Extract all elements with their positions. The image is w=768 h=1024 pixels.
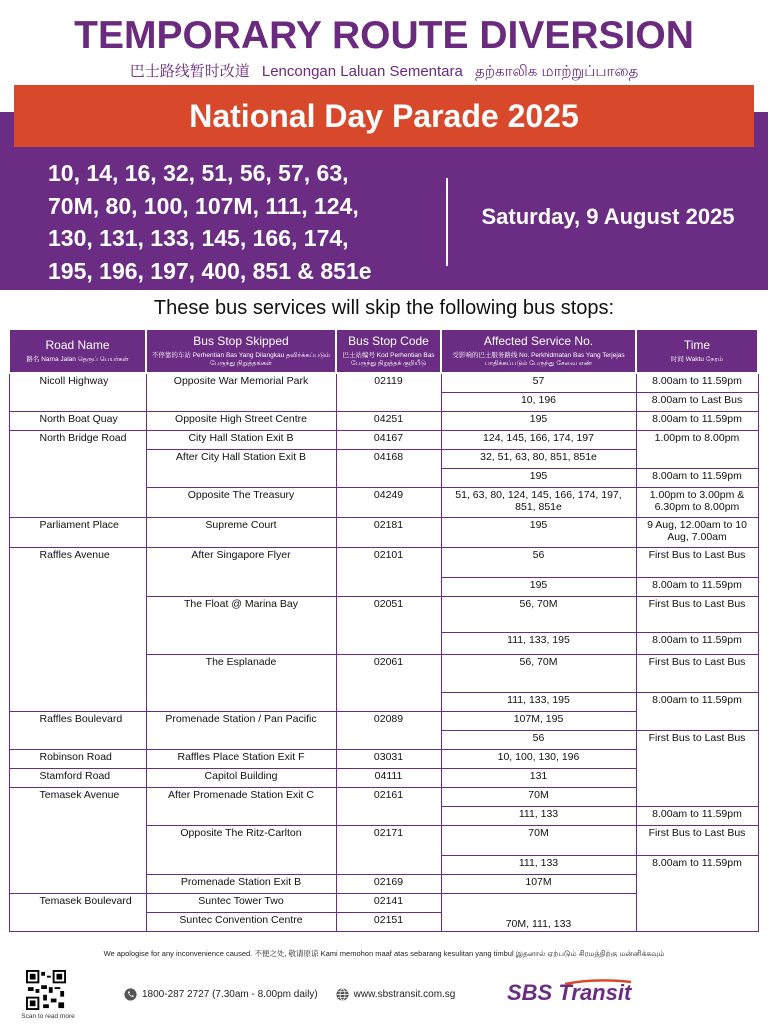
services-line: 130, 131, 133, 145, 166, 174, [48,225,349,251]
header-bus-stop-skipped [146,329,336,373]
time-cell: 8.00am to 11.59pm [636,632,758,654]
service-cell: 56, 70M [441,654,636,692]
header-translation: 不停靠的车站 Perhentian Bas Yang Dilangkau தவிர்க்கப்படும் பேருந்து நிறுத்தங்கள் [151,352,331,367]
table-row [9,411,758,430]
services-line: 70M, 80, 100, 107M, 111, 124, [48,192,359,219]
road-name-cell: North Boat Quay [9,411,146,430]
header-label: Time [683,338,711,352]
time-cell: 1.00pm to 3.00pm & 6.30pm to 8.00pm [636,487,758,517]
road-name-cell: Raffles Boulevard [9,711,146,749]
stop-code-cell: 02119 [336,373,441,411]
bus-stop-cell: Opposite The Ritz-Carlton [146,825,336,874]
time-cell: 8.00am to 11.59pm [636,855,758,931]
service-cell: 107M, 195 [441,711,636,730]
stop-code-cell: 04111 [336,768,441,787]
qr-code-icon[interactable] [26,970,66,1010]
contact-info [124,988,473,1001]
qr-label: Scan to read more [21,1013,75,1020]
service-cell: 70M [441,787,636,806]
road-name-cell: Raffles Avenue [9,547,146,711]
service-cell: 56 [441,730,636,749]
road-name-cell: Robinson Road [9,749,146,768]
table-row [9,430,758,449]
bus-stop-cell: Opposite The Treasury [146,487,336,517]
bus-stop-cell: Opposite High Street Centre [146,411,336,430]
bus-stop-cell: Opposite War Memorial Park [146,373,336,411]
time-cell: 8.00am to Last Bus [636,392,758,411]
service-cell: 195 [441,468,636,487]
header-label: Bus Stop Skipped [193,334,289,348]
header-road-name [9,329,146,373]
service-cell: 32, 51, 63, 80, 851, 851e [441,449,636,468]
header-affected-service [441,329,636,373]
header-label: Affected Service No. [483,334,594,348]
event-name: National Day Parade 2025 [189,97,579,134]
page-title: TEMPORARY ROUTE DIVERSION [74,14,694,57]
time-cell: 9 Aug, 12.00am to 10 Aug, 7.00am [636,517,758,547]
table-row [9,517,758,547]
apology-text: We apologise for any inconvenience caused. 不便之处, 敬请原谅 Kami memohon maaf atas sebarang kesulitan yang timbul இதனால் ஏற்படும் சிரமத்திற்கு மன்னிக்கவும் [103,949,665,958]
time-cell: First Bus to Last Bus [636,547,758,577]
header-translation: 受影响的巴士服务路线 No. Perkhidmatan Bas Yang Terjejas பாதிக்கப்படும் பேருந்து சேவை எண் [452,352,625,367]
stop-code-cell: 02089 [336,711,441,749]
skipped-stops-table [8,328,759,932]
event-date: Saturday, 9 August 2025 [481,204,735,229]
bus-stop-cell: The Esplanade [146,654,336,711]
service-cell: 111, 133 [441,806,636,825]
service-cell: 70M [441,825,636,855]
phone-item[interactable] [124,988,318,1001]
bus-stop-cell: Raffles Place Station Exit F [146,749,336,768]
stop-code-cell: 04167 [336,430,441,449]
affected-services-list [48,157,428,287]
service-cell: 111, 133 [441,855,636,874]
stop-code-cell: 02169 [336,874,441,893]
page-subtitle [0,60,768,82]
time-cell: 1.00pm to 8.00pm [636,430,758,468]
time-cell: 8.00am to 11.59pm [636,468,758,487]
time-cell: First Bus to Last Bus [636,654,758,692]
stop-code-cell: 02101 [336,547,441,596]
service-cell: 107M [441,874,636,893]
service-cell: 111, 133, 195 [441,632,636,654]
road-name-cell: North Bridge Road [9,430,146,517]
stop-code-cell: 02171 [336,825,441,874]
service-cell: 111, 133, 195 [441,692,636,711]
sbs-transit-logo [505,976,633,1008]
bus-stop-cell: Suntec Convention Centre [146,912,336,931]
service-cell: 131 [441,768,636,787]
subtitle-chinese: 巴士路线暂时改道 [129,63,250,80]
bus-stop-cell: Suntec Tower Two [146,893,336,912]
subtitle-tamil: தற்காலிக மாற்றுப்பாதை [475,63,639,80]
service-cell: 10, 100, 130, 196 [441,749,636,768]
table-row [9,373,758,392]
service-cell: 195 [441,577,636,596]
header-label: Road Name [45,338,110,352]
service-cell: 195 [441,411,636,430]
service-cell: 195 [441,517,636,547]
road-name-cell: Temasek Avenue [9,787,146,893]
bus-stop-cell: After Promenade Station Exit C [146,787,336,825]
header-label: Bus Stop Code [348,334,429,348]
bus-stop-cell: Capitol Building [146,768,336,787]
subtitle-malay: Lencongan Laluan Sementara [261,63,463,80]
intro-text: These bus services will skip the following bus stops: [153,297,615,319]
bus-stop-cell: City Hall Station Exit B [146,430,336,449]
time-cell: 8.00am to 11.59pm [636,806,758,825]
globe-icon [336,988,349,1001]
time-cell: First Bus to Last Bus [636,825,758,855]
stop-code-cell: 02151 [336,912,441,931]
stop-code-cell: 02051 [336,596,441,654]
stop-code-cell: 04168 [336,449,441,487]
service-cell: 10, 196 [441,392,636,411]
table-header-row [9,329,758,373]
header-translation: 路名 Nama Jalan தெருப் பெயர்கள் [26,356,129,363]
stop-code-cell: 02061 [336,654,441,711]
service-cell: 124, 145, 166, 174, 197 [441,430,636,449]
service-cell: 56, 70M [441,596,636,632]
service-cell: 70M, 111, 133 [441,893,636,931]
services-line: 10, 14, 16, 32, 51, 56, 57, 63, [48,160,349,186]
stop-code-cell: 04251 [336,411,441,430]
time-cell: 8.00am to 11.59pm [636,411,758,430]
time-cell: First Bus to Last Bus [636,730,758,806]
bus-stop-cell: After City Hall Station Exit B [146,449,336,487]
service-cell: 51, 63, 80, 124, 145, 166, 174, 197, 851, 851e [441,487,636,517]
time-cell: 8.00am to 11.59pm [636,577,758,596]
phone-number: 1800-287 2727 (7.30am - 8.00pm daily) [142,989,318,1000]
stop-code-cell: 02161 [336,787,441,825]
time-cell: 8.00am to 11.59pm [636,692,758,730]
road-name-cell: Parliament Place [9,517,146,547]
header-bus-stop-code [336,329,441,373]
bus-stop-cell: Promenade Station Exit B [146,874,336,893]
bus-stop-cell: After Singapore Flyer [146,547,336,596]
road-name-cell: Temasek Boulevard [9,893,146,931]
phone-icon [124,988,137,1001]
bus-stop-cell: Supreme Court [146,517,336,547]
road-name-cell: Stamford Road [9,768,146,787]
logo-text: SBS Transit [507,980,632,1005]
table-row [9,547,758,577]
service-cell: 57 [441,373,636,392]
stop-code-cell: 03031 [336,749,441,768]
website-link[interactable]: www.sbstransit.com.sg [353,989,456,1000]
stop-code-cell: 02141 [336,893,441,912]
road-name-cell: Nicoll Highway [9,373,146,411]
website-item[interactable] [336,988,456,1001]
header-translation: 时间 Waktu நேரம் [670,356,724,363]
stop-code-cell: 02181 [336,517,441,547]
time-cell: 8.00am to 11.59pm [636,373,758,392]
bus-stop-cell: The Float @ Marina Bay [146,596,336,654]
stop-code-cell: 04249 [336,487,441,517]
header-translation: 巴士站编号 Kod Perhentian Bas பேருந்து நிறுத்தக் குறியீடு [342,352,435,367]
event-banner [14,85,754,147]
services-line: 195, 196, 197, 400, 851 & 851e [48,257,372,284]
bus-stop-cell: Promenade Station / Pan Pacific [146,711,336,749]
service-cell: 56 [441,547,636,577]
header-time [636,329,758,373]
band-divider [446,178,448,266]
time-cell: First Bus to Last Bus [636,596,758,632]
